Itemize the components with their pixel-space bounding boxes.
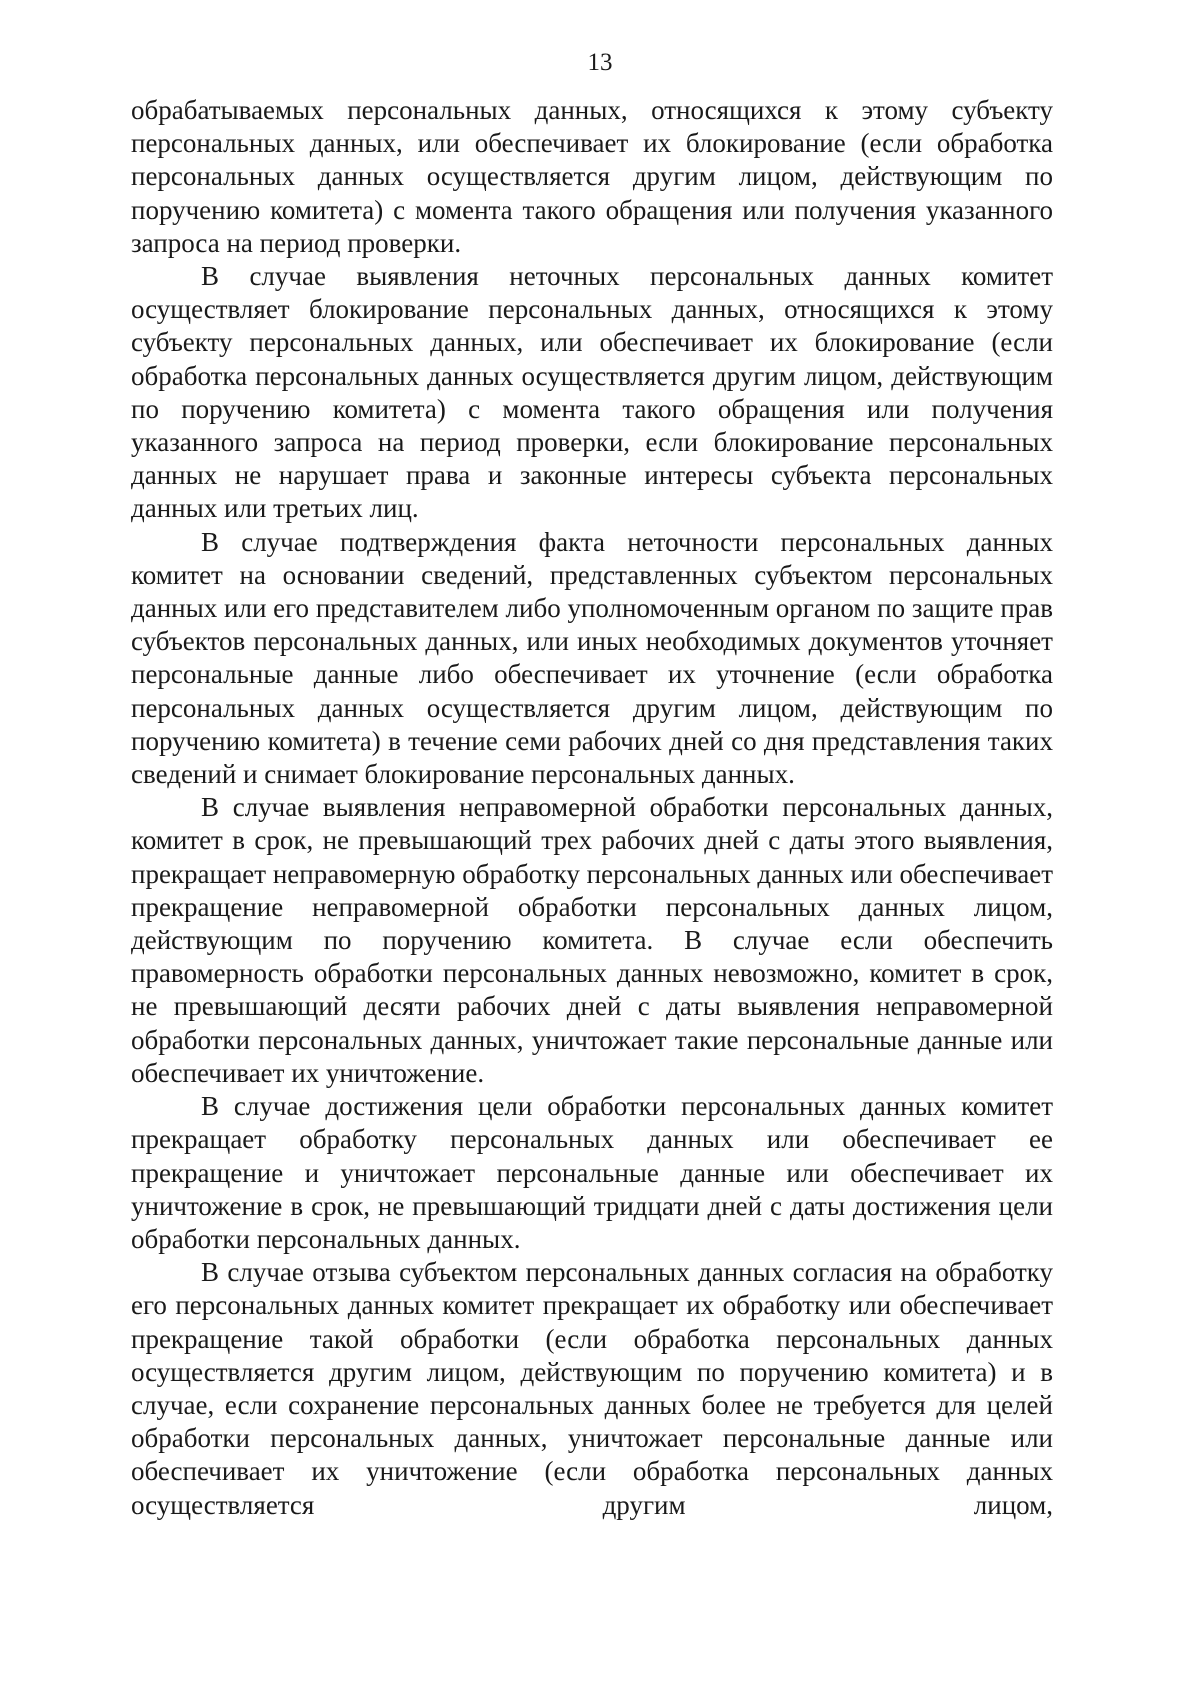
paragraph-inaccurate-data: В случае выявления неточных персональных данных комитет осуществляет блокирование персональных данных, относящихся к этому субъекту персональных данных, или обеспечивает их блокирование (если обработка персональных данных осуществляется другим лицом, действующим по поручению комитета) с момента такого обращения или получения указанного запроса на период проверки, если блокирование персональных данных не нарушает права и законные интересы субъекта персональных данных или третьих лиц. xyxy=(131,261,1053,524)
paragraph-confirmed-inaccuracy: В случае подтверждения факта неточности персональных данных комитет на основании сведений, представленных субъектом персональных данных или его представителем либо уполномоченным органом по защите прав субъектов персональных данных, или иных необходимых документов уточняет персональные данные либо обеспечивает их уточнение (если обработка персональных данных осуществляется другим лицом, действующим по поручению комитета) в течение семи рабочих дней со дня представления таких сведений и снимает блокирование персональных данных. xyxy=(131,526,1053,790)
page-number: 13 xyxy=(587,49,613,76)
paragraph-continuation: обрабатываемых персональных данных, относящихся к этому субъекту персональных данных, или обеспечивает их блокирование (если обработка персональных данных осуществляется другим лицом, действующим по поручению комитета) с момента такого обращения или получения указанного запроса на период проверки. xyxy=(131,95,1053,258)
paragraph-purpose-achieved: В случае достижения цели обработки персональных данных комитет прекращает обработку персональных данных или обеспечивает ее прекращение и уничтожает персональные данные или обеспечивает их уничтожение в срок, не превышающий тридцати дней с даты достижения цели обработки персональных данных. xyxy=(131,1091,1053,1254)
paragraph-unlawful-processing: В случае выявления неправомерной обработки персональных данных, комитет в срок, не превышающий трех рабочих дней с даты этого выявления, прекращает неправомерную обработку персональных данных или обеспечивает прекращение неправомерной обработки персональных данных лицом, действующим по поручению комитета. В случае если обеспечить правомерность обработки персональных данных невозможно, комитет в срок, не превышающий десяти рабочих дней с даты выявления неправомерной обработки персональных данных, уничтожает такие персональные данные или обеспечивает их уничтожение. xyxy=(131,792,1053,1088)
document-body xyxy=(131,94,1053,1522)
paragraph-consent-withdrawal: В случае отзыва субъектом персональных данных согласия на обработку его персональных данных комитет прекращает их обработку или обеспечивает прекращение такой обработки (если обработка персональных данных осуществляется другим лицом, действующим по поручению комитета) и в случае, если сохранение персональных данных более не требуется для целей обработки персональных данных, уничтожает персональные данные или обеспечивает их уничтожение (если обработка персональных данных осуществляется другим лицом, xyxy=(131,1257,1053,1520)
